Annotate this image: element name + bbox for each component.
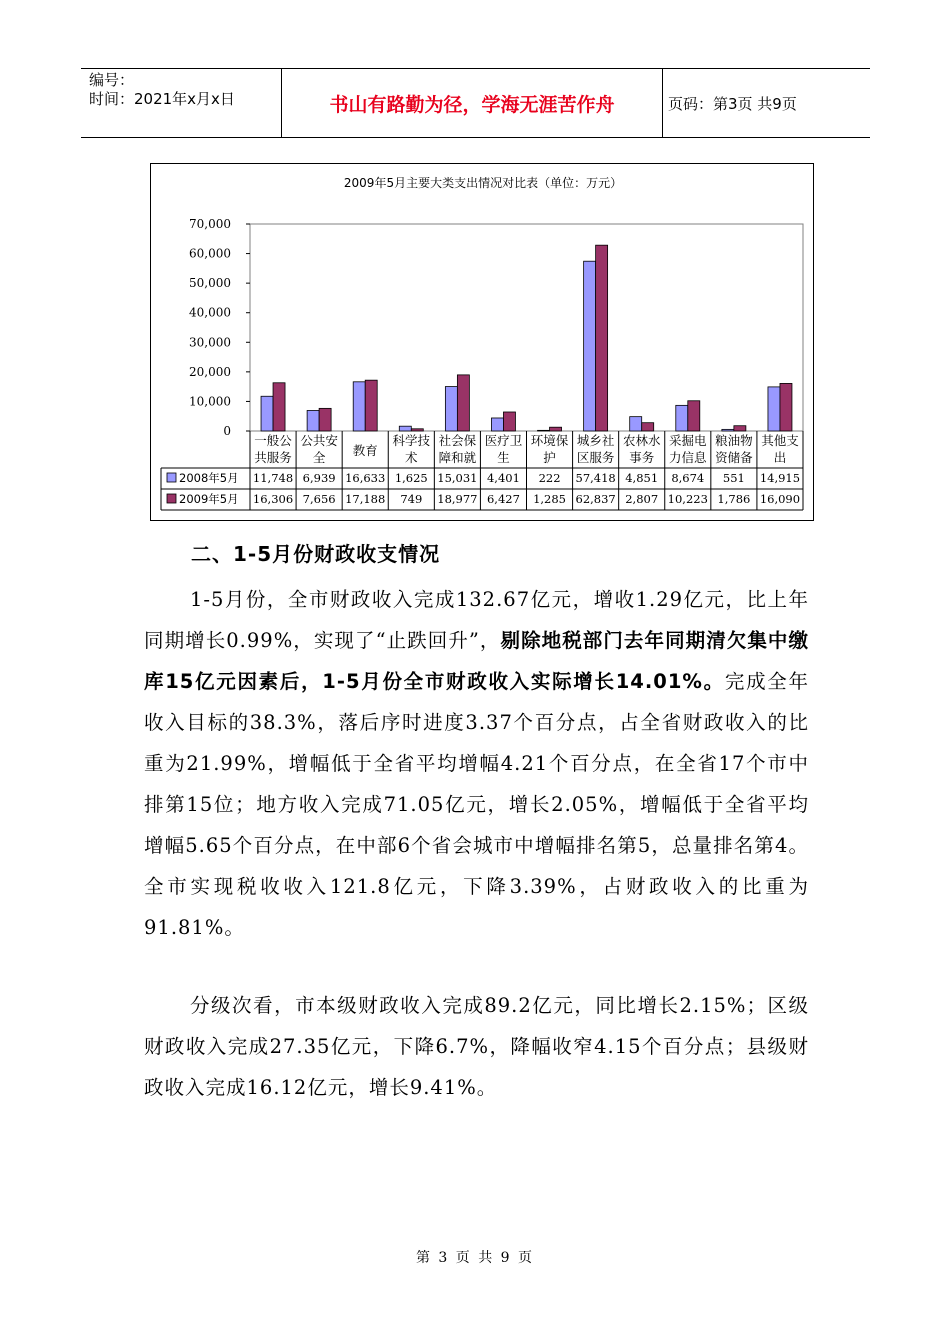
data-label: 57,418 [575, 471, 616, 485]
bar-2008 [538, 430, 550, 431]
bar-2008 [722, 429, 734, 431]
header-page-info: 页码：第3页 共9页 [668, 94, 797, 113]
paragraph-1-text-b: 完成全年收入目标的38.3%，落后序时进度3.37个百分点，占全省财政收入的比重为21.99%，增幅低于全省平均增幅4.21个百分点，在全省17个市中排第15位；地方收入完成71.05亿元，增长2.05%，增幅低于全省平均增幅5.65个百分点，在中部6个省会城市中增幅排名第5，总量排名第4。全市实现税收收入121.8亿元，下降3.39%，占财政收入的比重为91.81%。 [144, 670, 809, 939]
data-label: 18,977 [437, 492, 478, 506]
data-label: 551 [722, 471, 745, 485]
category-label: 教育 [352, 443, 378, 458]
category-label: 粮油物 [715, 433, 753, 448]
section-heading: 二、1-5月份财政收支情况 [191, 542, 441, 566]
category-label: 社会保 [438, 433, 477, 448]
data-label: 7,656 [302, 492, 336, 506]
bar-2008 [307, 410, 319, 431]
number-label: 编号： [89, 71, 135, 89]
plot-area [250, 224, 803, 431]
bar-2009 [365, 380, 377, 431]
paragraph-1 [144, 579, 809, 948]
bar-2009 [550, 427, 562, 431]
category-label: 出 [773, 450, 787, 465]
chart-title: 2009年5月主要大类支出情况对比表（单位：万元） [343, 176, 623, 190]
category-label: 其他支 [761, 433, 799, 448]
bar-2009 [780, 383, 792, 431]
bar-2008 [584, 261, 596, 431]
category-label: 障和就 [438, 450, 477, 465]
bar-2008 [491, 418, 503, 431]
category-label: 资储备 [715, 450, 753, 465]
data-label: 2,807 [625, 492, 659, 506]
category-label: 医疗卫 [484, 433, 523, 448]
data-label: 222 [538, 471, 561, 485]
header-meta [81, 69, 282, 137]
category-label: 共服务 [254, 450, 292, 465]
category-label: 农林水 [622, 433, 661, 448]
bar-2009 [273, 383, 285, 431]
bar-2009 [411, 429, 423, 431]
paragraph-2: 分级次看，市本级财政收入完成89.2亿元，同比增长2.15%；区级财政收入完成27.35亿元，下降6.7%，降幅收窄4.15个百分点；县级财政收入完成16.12亿元，增长9.41%。 [144, 994, 809, 1099]
data-label: 8,674 [671, 471, 705, 485]
category-label: 城乡社 [576, 433, 615, 448]
data-label: 6,939 [302, 471, 336, 485]
data-label: 1,625 [394, 471, 428, 485]
data-label: 16,633 [345, 471, 386, 485]
bar-2009 [688, 401, 700, 431]
data-label: 17,188 [345, 492, 386, 506]
bar-2008 [630, 417, 642, 431]
bar-2008 [261, 396, 273, 431]
data-label: 749 [400, 492, 423, 506]
category-label: 一般公 [254, 433, 292, 448]
data-label: 11,748 [252, 471, 294, 485]
category-label: 护 [543, 450, 556, 465]
y-tick-label: 60,000 [189, 246, 231, 261]
data-label: 4,401 [486, 471, 520, 485]
header-motto: 书山有路勤为径，学海无涯苦作舟 [282, 69, 663, 137]
time-label: 时间：2021年x月x日 [89, 90, 235, 108]
y-tick-label: 30,000 [189, 335, 231, 350]
bar-2008 [768, 387, 780, 431]
data-label: 1,786 [717, 492, 751, 506]
bar-2009 [319, 408, 331, 431]
legend-label: 2009年5月 [179, 492, 239, 506]
y-tick-label: 0 [223, 424, 231, 438]
legend-label: 2008年5月 [179, 471, 239, 485]
page-footer: 第 3 页 共 9 页 [415, 1250, 535, 1266]
data-label: 6,427 [486, 492, 520, 506]
category-label: 公共安 [300, 433, 338, 448]
paragraph-1-bold: 剔除地税部门去年同期清欠集中缴库15亿元因素后，1-5月份全市财政收入实际增长14.01%。 [144, 629, 809, 693]
bar-2009 [734, 426, 746, 431]
bar-2008 [676, 405, 688, 431]
category-label: 术 [405, 450, 418, 465]
category-label: 采掘电 [669, 433, 707, 448]
bar-2008 [353, 382, 365, 431]
data-label: 1,285 [533, 492, 567, 506]
legend-swatch [167, 494, 176, 503]
page-header [81, 68, 870, 138]
data-label: 62,837 [575, 492, 616, 506]
data-label: 16,090 [759, 492, 801, 506]
paragraph-1-text-a: 1-5月份，全市财政收入完成132.67亿元，增收1.29亿元，比上年同期增长0.99%，实现了“止跌回升”， [144, 588, 809, 652]
bar-2009 [596, 245, 608, 431]
y-tick-label: 50,000 [189, 276, 231, 291]
bar-2008 [399, 426, 411, 431]
category-label: 环境保 [530, 433, 569, 448]
data-label: 15,031 [437, 471, 478, 485]
category-label: 区服务 [576, 450, 615, 465]
category-label: 事务 [629, 450, 655, 465]
y-tick-label: 70,000 [189, 217, 231, 231]
y-tick-label: 20,000 [189, 364, 231, 379]
data-label: 16,306 [252, 492, 294, 506]
category-label: 力信息 [669, 450, 707, 465]
expenditure-chart [150, 163, 814, 521]
bar-2009 [503, 412, 515, 431]
bar-2009 [642, 423, 654, 431]
y-tick-label: 40,000 [189, 305, 231, 320]
legend-swatch [167, 473, 176, 482]
bar-2008 [445, 387, 457, 431]
data-label: 4,851 [625, 471, 659, 485]
category-label: 全 [312, 450, 326, 465]
bar-2009 [457, 375, 469, 431]
data-label: 10,223 [667, 492, 708, 506]
data-label: 14,915 [759, 471, 801, 485]
category-label: 科学技 [392, 433, 431, 448]
chart-svg [151, 164, 815, 522]
category-label: 生 [497, 450, 510, 465]
y-tick-label: 10,000 [189, 394, 231, 409]
